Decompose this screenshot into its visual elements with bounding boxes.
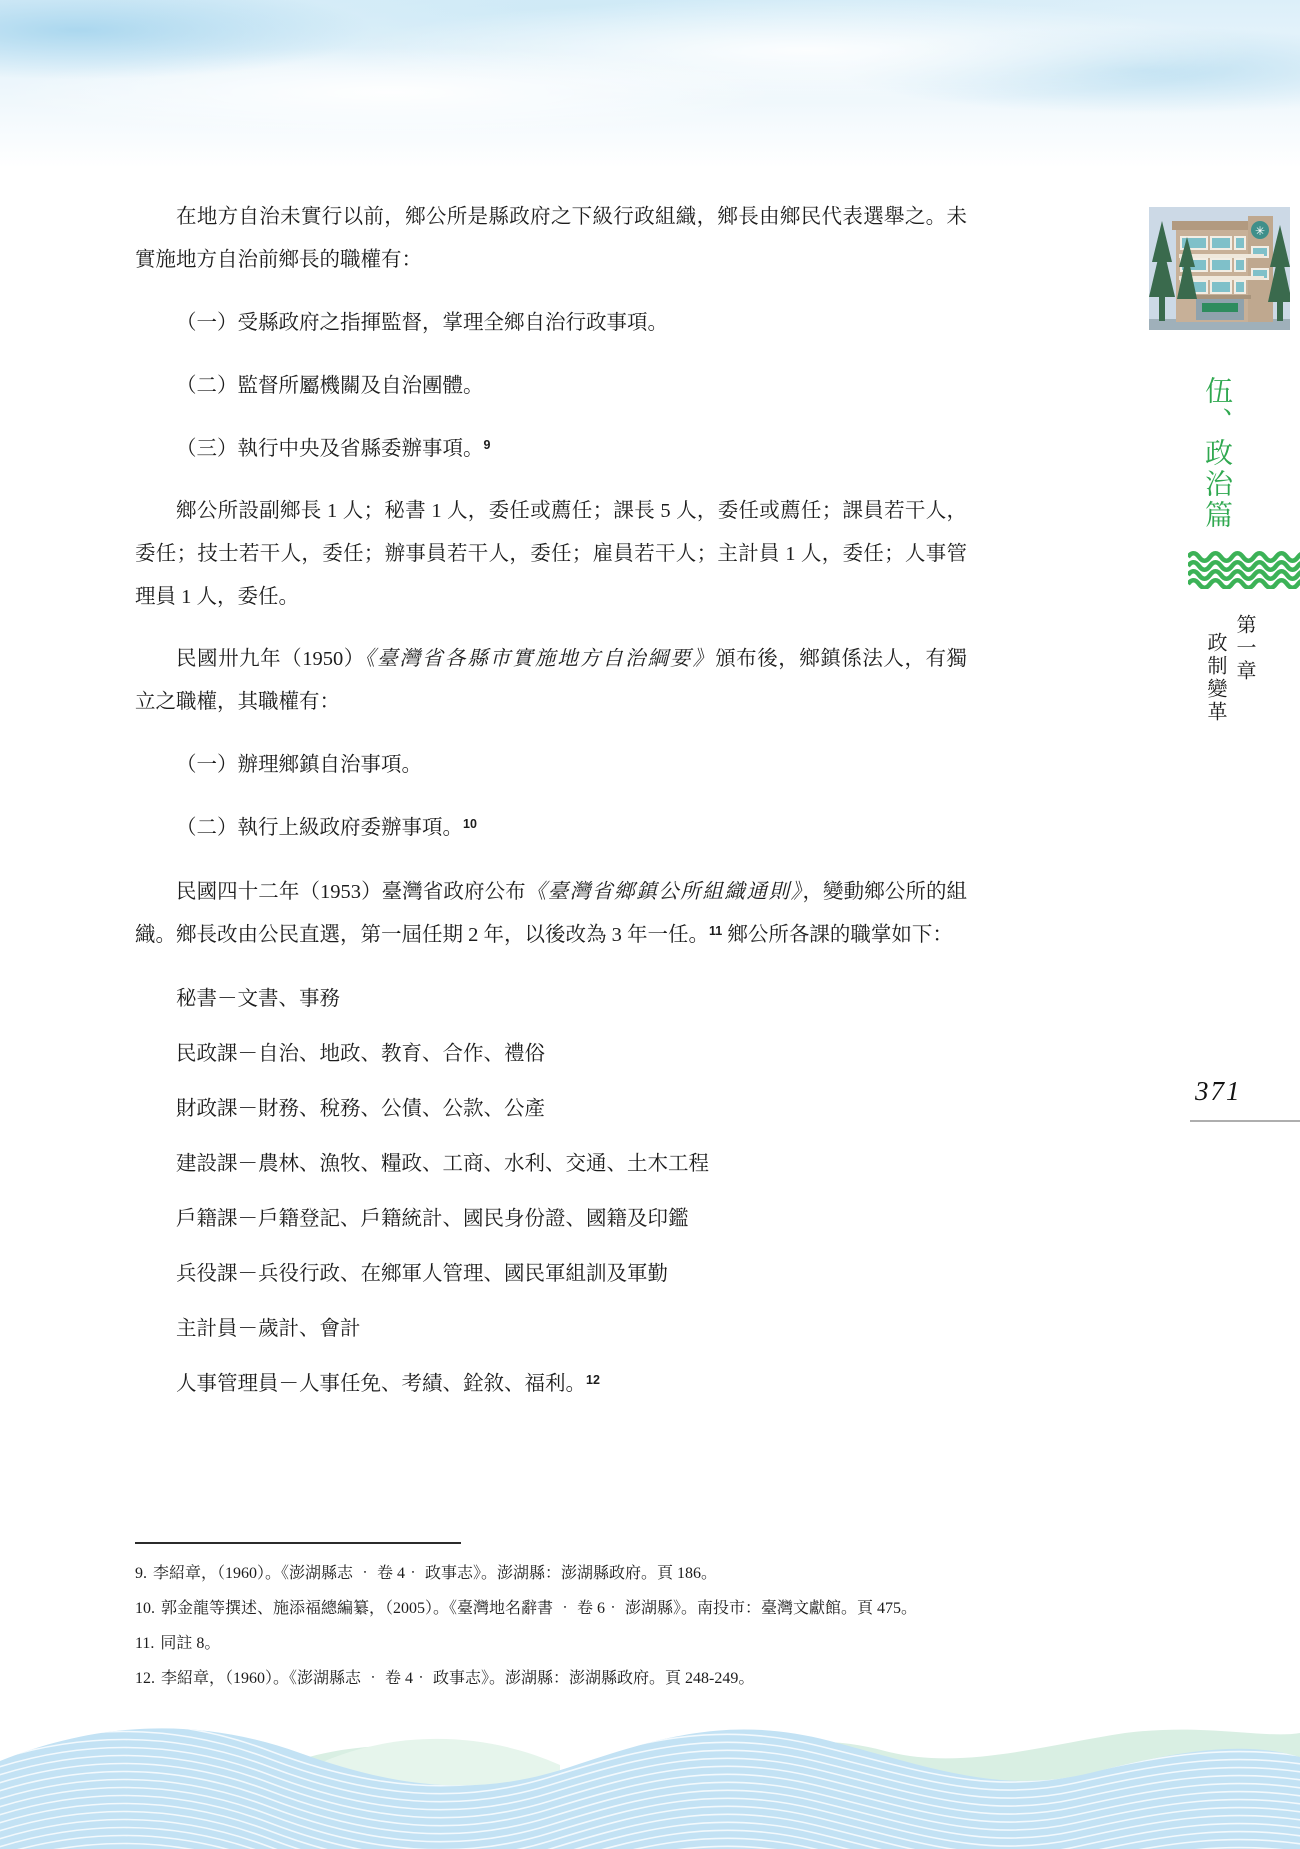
waves-icon xyxy=(1188,549,1300,589)
footnote-number: 12. xyxy=(135,1670,155,1687)
footnotes xyxy=(135,1556,1185,1696)
chapter-tab xyxy=(1201,614,1259,814)
dept-list-item-7 xyxy=(176,1308,967,1351)
item-text: （一）受縣政府之指揮監督，掌理全鄉自治行政事項。 xyxy=(176,312,668,334)
dept-list-item-8 xyxy=(176,1363,967,1406)
footnote-ref-12: 12 xyxy=(586,1373,600,1387)
bottom-waves-decoration xyxy=(0,1689,1300,1849)
footnote-separator xyxy=(135,1542,461,1544)
sky-clouds-decoration xyxy=(0,0,1300,168)
paragraph-text: 鄉公所各課的職掌如下： xyxy=(722,924,953,946)
ordered-item-1 xyxy=(176,302,967,345)
body-paragraph-4 xyxy=(135,871,967,957)
paragraph-text: ，變動鄉公所的組織。鄉長改由公民直選，第一屆任期 2 年，以後改為 3 年一任。 xyxy=(135,881,968,946)
dept-list-item-3 xyxy=(176,1088,967,1131)
dept-text: 財政課－財務、稅務、公債、公款、公產 xyxy=(176,1098,545,1120)
footnote-text: 李紹章，（1960）。《澎湖縣志 ‧ 卷 4‧ 政事志》。澎湖縣：澎湖縣政府。頁 186。 xyxy=(153,1565,718,1582)
footnote-number: 9. xyxy=(135,1565,147,1582)
body-paragraph-1: 在地方自治未實行以前，鄉公所是縣政府之下級行政組織，鄉長由鄉民代表選舉之。未實施地方自治前鄉長的職權有： xyxy=(135,206,967,271)
footnote-text: 郭金龍等撰述、施添福總編纂，（2005）。《臺灣地名辭書 ‧ 卷 6‧ 澎湖縣》。南投市：臺灣文獻館。頁 475。 xyxy=(161,1600,918,1617)
dept-text: 主計員－歲計、會計 xyxy=(176,1318,361,1340)
dept-text: 人事管理員－人事任免、考績、銓敘、福利。 xyxy=(176,1373,586,1395)
section-tab-title: 伍、政治篇 xyxy=(1201,376,1232,531)
dept-text: 秘書－文書、事務 xyxy=(176,988,340,1010)
footnote-ref-10: 10 xyxy=(463,817,477,831)
body-text xyxy=(135,196,967,1406)
dept-list-item-4 xyxy=(176,1143,967,1186)
footnote-ref-9: 9 xyxy=(483,438,491,452)
book-title: 《臺灣省各縣市實施地方自治綱要》 xyxy=(364,648,716,670)
dept-text: 戶籍課－戶籍登記、戶籍統計、國民身份證、國籍及印鑑 xyxy=(176,1208,689,1230)
item-text: （二）監督所屬機關及自治團體。 xyxy=(176,375,484,397)
chapter-number: 第一章 xyxy=(1233,614,1255,683)
ordered-item-2 xyxy=(176,365,967,408)
paragraph-text: 頒布後，鄉鎮係法人，有獨立之職權，其職權有： xyxy=(135,648,968,713)
dept-list-item-5 xyxy=(176,1198,967,1241)
dept-list-item-6 xyxy=(176,1253,967,1296)
dept-text: 民政課－自治、地政、教育、合作、禮俗 xyxy=(176,1043,545,1065)
footnote-11 xyxy=(135,1626,1185,1661)
body-paragraph-2: 鄉公所設副鄉長 1 人；秘書 1 人，委任或薦任；課長 5 人，委任或薦任；課員若干人，委任；技士若干人，委任；辦事員若干人，委任；雇員若干人；主計員 1 人，委任；人事管理員 1 人，委任。 xyxy=(135,500,967,608)
item-text: （二）執行上級政府委辦事項。 xyxy=(176,817,463,839)
building-photo xyxy=(1149,207,1290,330)
dept-text: 建設課－農林、漁牧、糧政、工商、水利、交通、土木工程 xyxy=(176,1153,709,1175)
footnote-number: 11. xyxy=(135,1635,155,1652)
item-text: （三）執行中央及省縣委辦事項。 xyxy=(176,438,484,460)
ordered-item-4 xyxy=(176,744,967,787)
paragraph-text: 民國卅九年（1950） xyxy=(176,648,365,670)
dept-list-item-1 xyxy=(176,978,967,1021)
footnote-9 xyxy=(135,1556,1185,1591)
page-number-rule xyxy=(1190,1120,1300,1122)
paragraph-text: 民國四十二年（1953）臺灣省政府公布 xyxy=(176,881,526,903)
book-title: 《臺灣省鄉鎮公所組織通則》 xyxy=(525,881,803,903)
page-number: 371 xyxy=(1195,1076,1242,1106)
ordered-item-3 xyxy=(176,428,967,471)
body-paragraph-3 xyxy=(135,638,967,724)
dept-text: 兵役課－兵役行政、在鄉軍人管理、國民軍組訓及軍勤 xyxy=(176,1263,668,1285)
footnote-number: 10. xyxy=(135,1600,155,1617)
item-text: （一）辦理鄉鎮自治事項。 xyxy=(176,754,422,776)
svg-text:✳: ✳ xyxy=(1254,224,1266,238)
footnote-ref-11: 11 xyxy=(709,924,723,938)
footnote-10 xyxy=(135,1591,1185,1626)
chapter-title: 政制變革 xyxy=(1204,632,1226,724)
ordered-item-5 xyxy=(176,807,967,850)
footnote-text: 同註 8。 xyxy=(160,1635,221,1652)
footnote-text: 李紹章，（1960）。《澎湖縣志 ‧ 卷 4‧ 政事志》。澎湖縣：澎湖縣政府。頁 248-249。 xyxy=(161,1670,755,1687)
dept-list-item-2 xyxy=(176,1033,967,1076)
